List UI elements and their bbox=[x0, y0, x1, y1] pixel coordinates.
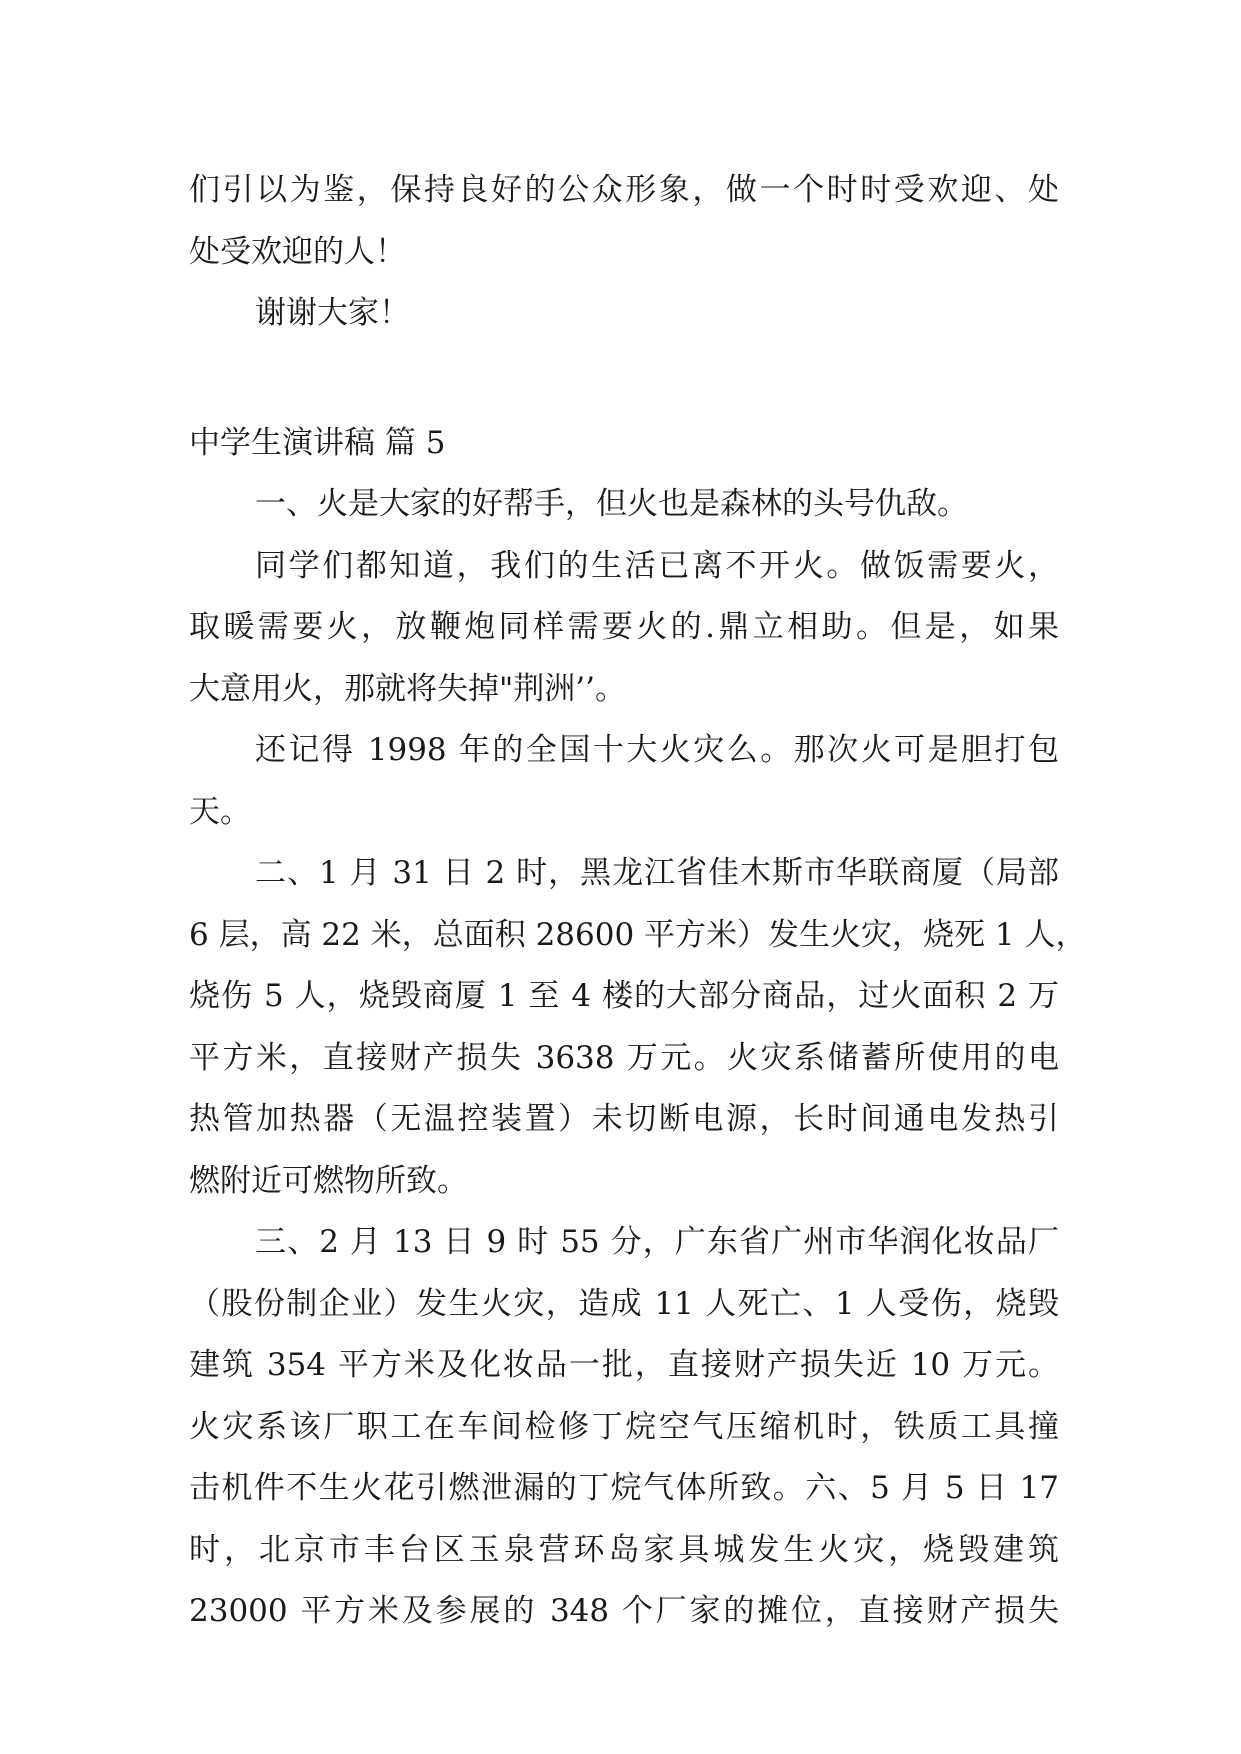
paragraph-line: 平方米，直接财产损失 3638 万元。火灾系储蓄所使用的电 bbox=[189, 1039, 1059, 1076]
paragraph-line: 二、1 月 31 日 2 时，黑龙江省佳木斯市华联商厦（局部 bbox=[255, 855, 1059, 891]
paragraph-line: 23000 平方米及参展的 348 个厂家的摊位，直接财产损失 bbox=[189, 1593, 1059, 1629]
paragraph-line: 热管加热器（无温控装置）未切断电源，长时间通电发热引 bbox=[189, 1101, 1059, 1137]
paragraph-line: 燃附近可燃物所致。 bbox=[189, 1162, 468, 1199]
section-gap bbox=[189, 345, 1059, 413]
paragraph-line: 三、2 月 13 日 9 时 55 分，广东省广州市华润化妆品厂 bbox=[255, 1224, 1059, 1260]
paragraph-line: 处受欢迎的人！ bbox=[189, 233, 406, 270]
paragraph-line: 谢谢大家！ bbox=[255, 295, 410, 331]
paragraph-line: 大意用火，那就将失掉"荆洲’’。 bbox=[189, 670, 626, 707]
paragraph-line: 烧伤 5 人，烧毁商厦 1 至 4 楼的大部分商品，过火面积 2 万 bbox=[189, 978, 1059, 1014]
paragraph-line: 击机件不生火花引燃泄漏的丁烷气体所致。六、5 月 5 日 17 bbox=[189, 1470, 1059, 1506]
paragraph-line: 们引以为鉴，保持良好的公众形象，做一个时时受欢迎、处 bbox=[189, 172, 1059, 208]
paragraph-line: 建筑 354 平方米及化妆品一批，直接财产损失近 10 万元。 bbox=[189, 1347, 1059, 1383]
paragraph-line: 同学们都知道，我们的生活已离不开火。做饭需要火， bbox=[255, 547, 1059, 584]
paragraph-line: 时，北京市丰台区玉泉营环岛家具城发生火灾，烧毁建筑 bbox=[189, 1531, 1059, 1568]
paragraph-line: 一、火是大家的好帮手，但火也是森林的头号仇敌。 bbox=[255, 486, 968, 522]
paragraph-line: 还记得 1998 年的全国十大火灾么。那次火可是胆打包 bbox=[255, 732, 1059, 768]
document-body bbox=[189, 160, 1087, 1643]
paragraph-line: （股份制企业）发生火灾，造成 11 人死亡、1 人受伤，烧毁 bbox=[189, 1285, 1059, 1322]
paragraph-line: 取暖需要火，放鞭炮同样需要火的.鼎立相助。但是，如果 bbox=[189, 609, 1059, 645]
section-heading: 中学生演讲稿 篇 5 bbox=[189, 424, 446, 461]
paragraph-line: 火灾系该厂职工在车间检修丁烷空气压缩机时，铁质工具撞 bbox=[189, 1408, 1059, 1445]
paragraph-line: 6 层，高 22 米，总面积 28600 平方米）发生火灾，烧死 1 人， bbox=[189, 916, 1087, 953]
paragraph-line: 天。 bbox=[189, 793, 251, 830]
